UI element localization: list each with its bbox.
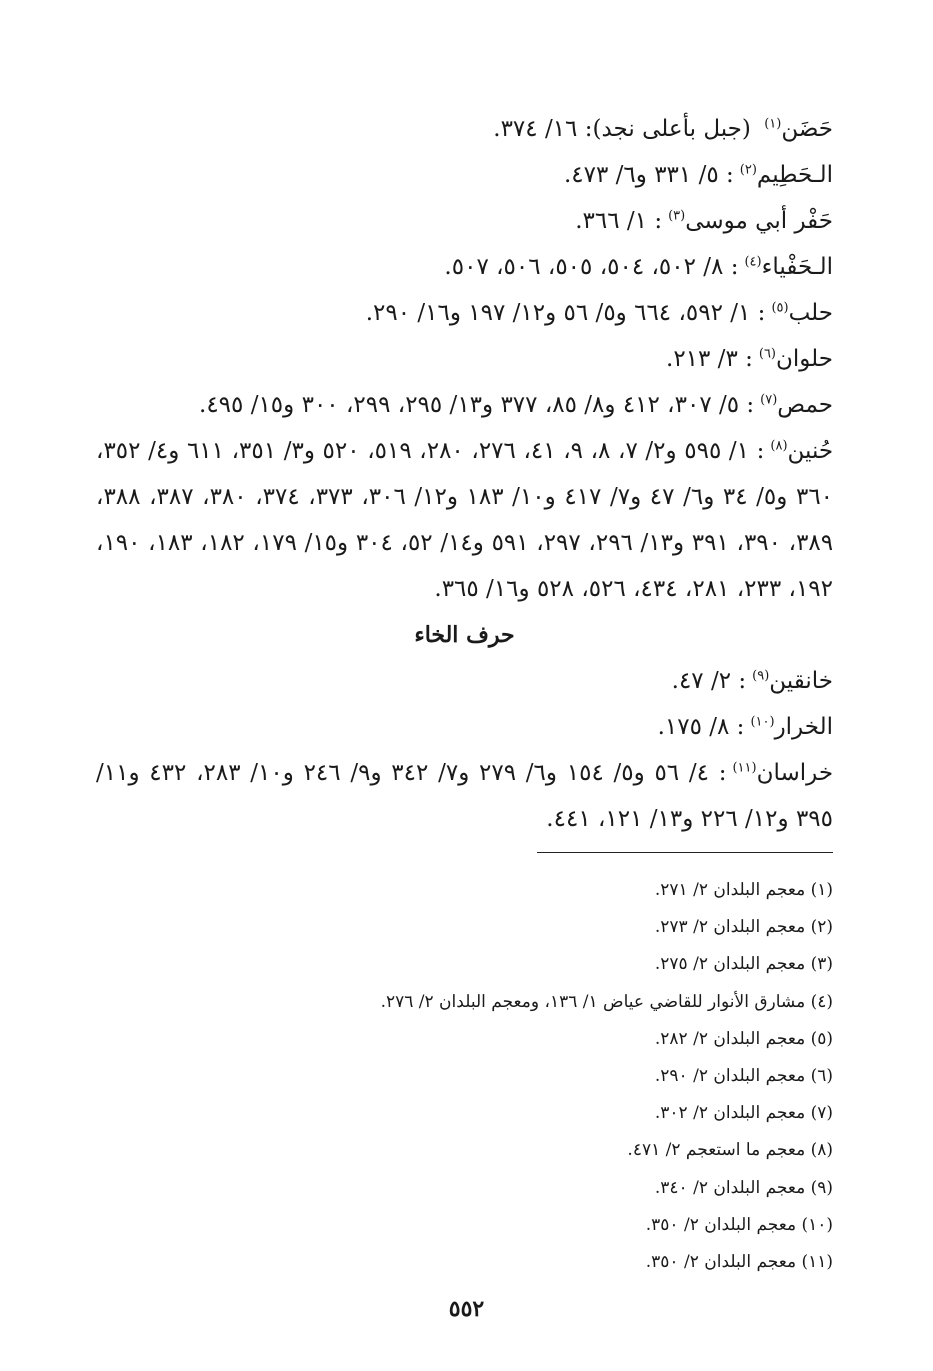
entry-references: : ٤/ ٥٦ و٥/ ١٥٤ و٦/ ٢٧٩ و٧/ ٣٤٢ و٩/ ٢٤٦ و١٠/ ٢٨٣، ٤٣٢ و١١/ ٣٩٥ و١٢/ ٢٢٦ و١٣/ ١٢١، ٤٤١. bbox=[96, 760, 833, 832]
entry-name: حُنين bbox=[787, 438, 834, 464]
footnote-marker: (٤) bbox=[744, 254, 762, 270]
footnote-marker: (٥) bbox=[771, 300, 789, 316]
entry-references: : ٣/ ٢١٣. bbox=[666, 346, 753, 372]
index-entry bbox=[96, 106, 833, 152]
entry-name: حَفْر أبي موسى bbox=[685, 208, 833, 234]
index-body bbox=[96, 106, 833, 842]
footnote-marker: (١١) bbox=[732, 760, 757, 776]
page-number: ٥٥٢ bbox=[448, 1296, 485, 1322]
footnote-marker: (٩) bbox=[752, 668, 770, 684]
entry-name: حلب bbox=[788, 300, 833, 326]
index-entry bbox=[96, 152, 833, 198]
footnote: (٧) معجم البلدان ٢/ ٣٠٢. bbox=[654, 1103, 833, 1124]
index-entry bbox=[96, 750, 833, 842]
footnote: (١١) معجم البلدان ٢/ ٣٥٠. bbox=[645, 1252, 833, 1273]
footnote: (٥) معجم البلدان ٢/ ٢٨٢. bbox=[654, 1028, 833, 1049]
entry-name: الخرار bbox=[774, 714, 833, 740]
entry-references: : ٨/ ٥٠٢، ٥٠٤، ٥٠٥، ٥٠٦، ٥٠٧. bbox=[444, 254, 739, 280]
entry-name: خانقين bbox=[769, 668, 833, 694]
index-entry bbox=[96, 198, 833, 244]
footnote-marker: (٨) bbox=[770, 438, 788, 454]
entry-references: : ٥/ ٣٠٧، ٤١٢ و٨/ ٨٥، ٣٧٧ و١٣/ ٢٩٥، ٢٩٩، ٣٠٠ و١٥/ ٤٩٥. bbox=[199, 392, 755, 418]
index-entry bbox=[96, 290, 833, 336]
footnote-marker: (١) bbox=[764, 116, 782, 132]
index-entry bbox=[96, 244, 833, 290]
footnote: (٢) معجم البلدان ٢/ ٢٧٣. bbox=[654, 917, 833, 938]
footnote-marker: (٧) bbox=[760, 392, 778, 408]
entry-references: (جبل بأعلى نجد): ١٦/ ٣٧٤. bbox=[493, 116, 751, 142]
entry-name: حمص bbox=[777, 392, 833, 418]
entry-references: : ١/ ٥٩٥ و٢/ ٧، ٨، ٩، ٤١، ٢٧٦، ٢٨٠، ٥١٩، ٥٢٠ و٣/ ٣٥١، ٦١١ و٤/ ٣٥٢، ٣٦٠ و٥/ ٣٤ و٦/ ٤٧ و٧/ ٤١٧ و١٠/ ١٨٣ و١٢/ ٣٠٦، ٣٧٣، ٣٧٤، ٣٨٠، ٣٨٧، ٣٨٨، ٣٨٩، ٣٩٠، ٣٩١ و١٣/ ٢٩٦، ٢٩٧، ٥٩١ و١٤/ ٥٢، ٣٠٤ و١٥/ ١٧٩، ١٨٢، ١٨٣، ١٩٠، ١٩٢، ٢٣٣، ٢٨١، ٤٣٤، ٥٢٦، ٥٢٨ و١٦/ ٣٦٥. bbox=[96, 438, 834, 602]
index-entry bbox=[96, 658, 833, 704]
entry-references: : ٢/ ٤٧. bbox=[671, 668, 747, 694]
index-entry bbox=[96, 382, 833, 428]
footnote-separator bbox=[537, 852, 833, 853]
entry-references: : ١/ ٥٩٢، ٦٦٤ و٥/ ٥٦ و١٢/ ١٩٧ و١٦/ ٢٩٠. bbox=[365, 300, 766, 326]
entry-name: خراسان bbox=[756, 760, 834, 786]
footnote: (٦) معجم البلدان ٢/ ٢٩٠. bbox=[654, 1066, 833, 1087]
footnote: (٤) مشارق الأنوار للقاضي عياض ١/ ١٣٦، ومعجم البلدان ٢/ ٢٧٦. bbox=[380, 991, 833, 1012]
entry-name: الـحَفْياء bbox=[761, 254, 833, 280]
footnote: (٩) معجم البلدان ٢/ ٣٤٠. bbox=[654, 1177, 833, 1198]
entry-name: حَضَن bbox=[781, 116, 833, 142]
entry-references: : ٥/ ٣٣١ و٦/ ٤٧٣. bbox=[563, 162, 734, 188]
entry-references: : ١/ ٣٦٦. bbox=[575, 208, 663, 234]
footnote: (١) معجم البلدان ٢/ ٢٧١. bbox=[654, 880, 833, 900]
entry-name: حلوان bbox=[776, 346, 833, 372]
entry-name: الـحَطِيم bbox=[756, 162, 833, 188]
index-entry bbox=[96, 336, 833, 382]
footnote: (٣) معجم البلدان ٢/ ٢٧٥. bbox=[654, 954, 833, 975]
index-entry bbox=[96, 428, 833, 612]
footnote: (١٠) معجم البلدان ٢/ ٣٥٠. bbox=[645, 1214, 833, 1235]
footnote-marker: (٦) bbox=[758, 346, 776, 362]
section-heading: حرف الخاء bbox=[414, 622, 515, 648]
footnote-marker: (٣) bbox=[668, 208, 686, 224]
footnotes bbox=[96, 872, 833, 1281]
footnote-marker: (٢) bbox=[739, 162, 757, 178]
footnote: (٨) معجم ما استعجم ٢/ ٤٧١. bbox=[627, 1140, 833, 1161]
entry-references: : ٨/ ١٧٥. bbox=[657, 714, 745, 740]
footnote-marker: (١٠) bbox=[750, 714, 775, 730]
index-entry bbox=[96, 704, 833, 750]
